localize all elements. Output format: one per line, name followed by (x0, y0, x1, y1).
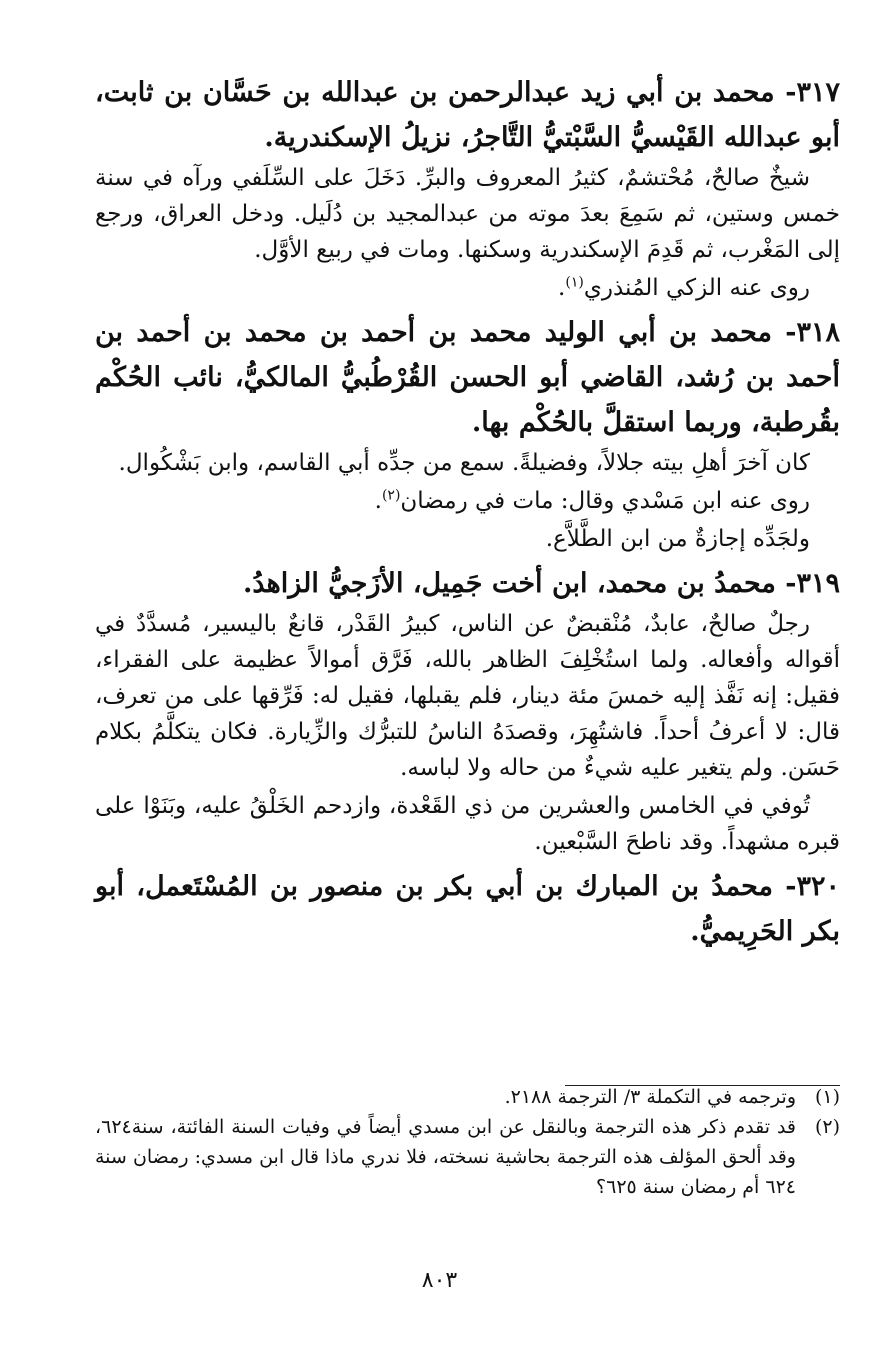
entry-paragraph: شيخٌ صالحٌ، مُحْتشمٌ، كثيرُ المعروف والبرِّ. دَخَلَ على السِّلَفي ورآه في سنة خمس وستين، ثم سَمِعَ بعدَ موته من عبدالمجيد بن دُلَيل. ودخل العراق، ورجع إلى المَغْرب، ثم قَدِمَ الإسكندرية وسكنها. ومات في ربيع الأوَّل. (95, 165, 840, 263)
note-end: . (558, 275, 566, 301)
entry-number: ٣١٧- (785, 77, 841, 108)
entry-heading (95, 864, 840, 954)
note-end: . (374, 488, 382, 514)
footnote-text: قد تقدم ذكر هذه الترجمة وبالنقل عن ابن مسدي أيضاً في وفيات السنة الفائتة، سنة٦٢٤، وقد ألحق المؤلف هذه الترجمة بحاشية نسخته، فلا ندري ماذا قال ابن مسدي: رمضان سنة ٦٢٤ أم رمضان سنة ٦٢٥؟ (95, 1116, 796, 1198)
page-body (95, 70, 840, 954)
entry-extra-line: ولجَدِّه إجازةٌ من ابن الطَّلاَّع. (545, 526, 810, 552)
note-text: روى عنه ابن مَسْدي وقال: مات في رمضان (400, 488, 810, 514)
entry-number: ٣١٨- (785, 317, 841, 348)
footnote-ref: (١) (565, 274, 584, 291)
entry-title: محمد بن أبي الوليد محمد بن أحمد بن محمد بن أحمد بن أحمد بن رُشد، القاضي أبو الحسن القُرْطُبيُّ المالكيُّ، نائب الحُكْم بقُرطبة، وربما استقلَّ بالحُكْم بها. (95, 317, 840, 438)
footnote-text: وترجمه في التكملة ٣/ الترجمة ٢١٨٨. (504, 1086, 796, 1108)
entry-number: ٣١٩- (785, 568, 840, 599)
note-text: روى عنه الزكي المُنذري (583, 275, 810, 301)
entry-note-line (95, 483, 840, 519)
entry-number: ٣٢٠- (785, 871, 841, 902)
footnotes (95, 1082, 840, 1202)
entry-title: محمد بن أبي زيد عبدالرحمن بن عبدالله بن حَسَّان بن ثابت، أبو عبدالله القَيْسيُّ السَّبْتيُّ التَّاجرُ، نزيلُ الإسكندرية. (95, 77, 840, 153)
footnote-number: (٢) (814, 1116, 840, 1138)
footnote-number: (١) (814, 1086, 840, 1108)
page-number: ٨٠٣ (421, 1268, 458, 1293)
entry-heading (95, 561, 840, 606)
footnote-ref: (٢) (381, 487, 401, 504)
entry-paragraph: رجلٌ صالحٌ، عابدٌ، مُنْقبضٌ عن الناس، كبيرُ القَدْر، قانعٌ باليسير، مُسدَّدٌ في أقواله وأفعاله. ولما استُخْلِفَ الظاهر بالله، فَرَّق أموالاً عظيمة على الفقراء، فقيل: إنه نَفَّذ إليه خمسَ مئة دينار، فلم يقبلها، فقيل له: فَرِّقها على من تعرف، قال: لا أعرفُ أحداً. فاشتُهِرَ، وقصدَهُ الناسُ للتبرُّك والزِّيارة. فكان يتكلَّمُ بكلام حَسَن. ولم يتغير عليه شيءٌ من حاله ولا لباسه. (95, 611, 840, 781)
entry-title: محمدُ بن محمد، ابن أخت جَمِيل، الأزَجيُّ الزاهدُ. (242, 568, 776, 599)
entry-paragraph: تُوفي في الخامس والعشرين من ذي القَعْدة، وازدحم الخَلْقُ عليه، وبَنَوْا على قبره مشهداً. وقد ناطحَ السَّبْعين. (95, 793, 840, 855)
entry-heading (95, 70, 840, 160)
entry-heading (95, 310, 840, 445)
footnote (95, 1082, 840, 1112)
entry-title: محمدُ بن المبارك بن أبي بكر بن منصور بن المُسْتَعمل، أبو بكر الحَرِيميُّ. (95, 871, 840, 947)
footnote (95, 1112, 840, 1202)
entry-note-line (95, 270, 840, 306)
entry-paragraph: كان آخرَ أهلِ بيته جلالاً، وفضيلةً. سمع من جدِّه أبي القاسم، وابن بَشْكُوال. (118, 450, 810, 476)
